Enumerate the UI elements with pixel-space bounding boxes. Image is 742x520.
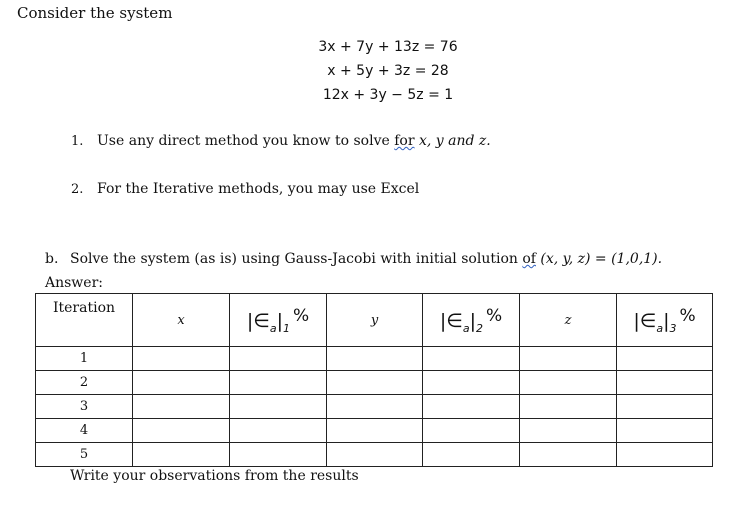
cell-err2 [423, 419, 520, 443]
error-sub-3: a [656, 321, 664, 335]
header-y: y [327, 294, 423, 347]
cell-z [520, 443, 617, 467]
cell-y [327, 419, 423, 443]
cell-err3 [617, 347, 713, 371]
cell-x [133, 395, 230, 419]
header-z: z [520, 294, 617, 347]
cell-x [133, 347, 230, 371]
footer-text: Write your observations from the results [70, 468, 359, 484]
question-1-main: Use any direct method you know to solve [97, 133, 395, 149]
cell-y [327, 371, 423, 395]
error-sub-2: a [462, 321, 470, 335]
part-b-math: (x, y, z) = (1,0,1). [535, 251, 663, 267]
question-1-number: 1. [71, 134, 84, 149]
answer-label: Answer: [45, 275, 103, 291]
error-pct-1: % [292, 305, 310, 326]
part-b-label: b. [45, 251, 59, 267]
iteration-number: 5 [36, 443, 133, 467]
error-pct-2: % [485, 305, 503, 326]
iteration-table [35, 293, 713, 467]
cell-y [327, 395, 423, 419]
cell-z [520, 395, 617, 419]
error-index-1: 1 [282, 321, 290, 335]
cell-z [520, 419, 617, 443]
part-b-text [70, 251, 662, 267]
cell-err2 [423, 371, 520, 395]
table-row [36, 419, 713, 443]
cell-y [327, 347, 423, 371]
question-1-math: x, y and z. [414, 133, 491, 149]
part-b-main: Solve the system (as is) using Gauss-Jacobi with initial solution [70, 251, 523, 267]
cell-z [520, 371, 617, 395]
iteration-number: 3 [36, 395, 133, 419]
header-error-3: $|\in_a|_3\%$ [617, 294, 713, 347]
cell-err2 [423, 395, 520, 419]
cell-x [133, 443, 230, 467]
cell-x [133, 419, 230, 443]
error-pct-3: % [679, 305, 696, 326]
intro-text: Consider the system [17, 4, 173, 22]
cell-err1 [230, 371, 327, 395]
part-b-underlined: of [522, 251, 536, 267]
table-row [36, 395, 713, 419]
error-index-2: 2 [475, 321, 483, 335]
cell-err1 [230, 443, 327, 467]
header-x: x [133, 294, 230, 347]
iteration-number: 4 [36, 419, 133, 443]
cell-err2 [423, 443, 520, 467]
cell-err2 [423, 347, 520, 371]
error-sub-1: a [269, 321, 277, 335]
cell-err1 [230, 395, 327, 419]
iteration-number: 1 [36, 347, 133, 371]
cell-err3 [617, 443, 713, 467]
question-1-underlined: for [394, 133, 415, 149]
question-2-text: For the Iterative methods, you may use Excel [97, 181, 420, 197]
table-row [36, 443, 713, 467]
header-error-2: $|\in_a|_2\%$ [423, 294, 520, 347]
iteration-number: 2 [36, 371, 133, 395]
equation-3: 12x + 3y − 5z = 1 [322, 87, 454, 103]
table-row [36, 371, 713, 395]
cell-err3 [617, 419, 713, 443]
header-error-1: $|\in_a|_1\%$ [230, 294, 327, 347]
question-1-text [97, 133, 491, 149]
cell-y [327, 443, 423, 467]
error-symbol-2: |∈ [439, 309, 463, 332]
table-row [36, 347, 713, 371]
cell-err1 [230, 347, 327, 371]
table-header-row [36, 294, 713, 347]
cell-err3 [617, 371, 713, 395]
cell-x [133, 371, 230, 395]
header-iteration: Iteration [36, 294, 133, 347]
error-symbol-3: |∈ [633, 309, 657, 332]
error-symbol-1: |∈ [246, 309, 270, 332]
question-2-number: 2. [71, 182, 84, 197]
cell-err3 [617, 395, 713, 419]
error-index-3: 3 [669, 321, 677, 335]
cell-err1 [230, 419, 327, 443]
cell-z [520, 347, 617, 371]
equation-2: x + 5y + 3z = 28 [327, 63, 449, 79]
equation-1: 3x + 7y + 13z = 76 [318, 39, 458, 55]
